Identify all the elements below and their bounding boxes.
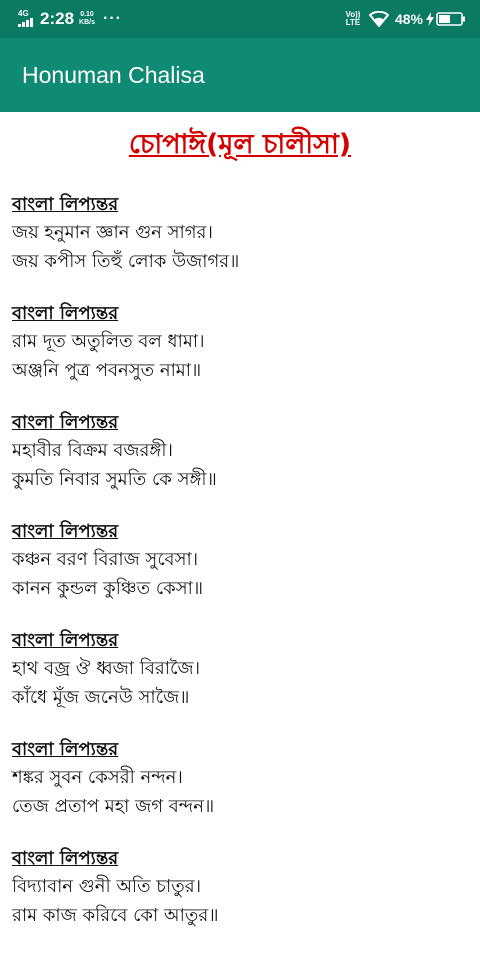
verse-block: [12, 628, 472, 712]
verse-line: কুমতি নিবার সুমতি কে সঙ্গী॥: [12, 469, 217, 490]
network-speed: [79, 11, 95, 27]
verse-block: [12, 737, 472, 821]
verse-label: বাংলা লিপ্যন্তর: [12, 303, 119, 324]
volte-indicator: Vo)) LTE: [345, 10, 361, 27]
wifi-icon: [369, 11, 389, 27]
verse-block: [12, 846, 472, 930]
more-notifications-icon: ···: [102, 10, 122, 27]
verse-line: মহাবীর বিক্রম বজরঙ্গী।: [12, 440, 173, 461]
verse-line: অঞ্জনি পুত্র পবনসুত নামা॥: [12, 360, 202, 381]
verse-line: কাঁধে মূঁজ জনেউ সাজৈ॥: [12, 687, 190, 708]
verse-line: জয় কপীস তিহুঁ লোক উজাগর॥: [12, 251, 240, 272]
status-right: [343, 11, 466, 27]
status-bar: [0, 0, 480, 38]
verse-block: [12, 192, 472, 276]
verse-line: রাম কাজ করিবে কো আতুর॥: [12, 905, 219, 926]
app-title: Honuman Chalisa: [22, 61, 205, 88]
verse-line: কঞ্চন বরণ বিরাজ সুবেসা।: [12, 549, 199, 570]
clock: 2:28: [40, 9, 75, 28]
network-type: 4G: [18, 8, 29, 18]
verse-line: শঙ্কর সুবন কেসরী নন্দন।: [12, 767, 183, 788]
verse-label: বাংলা লিপ্যন্তর: [12, 412, 119, 433]
verse-block: [12, 410, 472, 494]
verse-block: [12, 301, 472, 385]
verse-label: বাংলা লিপ্যন্তর: [12, 739, 119, 760]
battery-percent: 48%: [394, 11, 423, 27]
verse-block: [12, 519, 472, 603]
verse-label: বাংলা লিপ্যন্তর: [12, 848, 119, 869]
verse-line: জয় হনুমান জ্ঞান গুন সাগর।: [12, 222, 213, 243]
verse-label: বাংলা লিপ্যন্তর: [12, 630, 119, 651]
verse-line: কানন কুন্ডল কুঞ্চিত কেসা॥: [12, 578, 204, 599]
app-bar: [0, 38, 480, 112]
verse-line: বিদ্যাবান গুনী অতি চাতুর।: [12, 876, 202, 897]
status-left: [18, 9, 122, 29]
verse-label: বাংলা লিপ্যন্তর: [12, 194, 119, 215]
section-heading: চোপাঈ(মূল চালীসা): [128, 129, 352, 160]
verse-line: রাম দূত অতুলিত বল ধামা।: [12, 331, 205, 352]
verse-line: তেজ প্রতাপ মহা জগ বন্দন॥: [12, 796, 215, 817]
verse-label: বাংলা লিপ্যন্তর: [12, 521, 119, 542]
speed-value: 0.10: [80, 11, 94, 18]
signal-icon: [18, 18, 34, 27]
speed-unit: KB/s: [79, 19, 95, 26]
charging-icon: [426, 12, 434, 26]
verse-line: হাথ বজ্র ঔ ধ্বজা বিরাজৈ।: [12, 658, 201, 679]
network-indicator: [18, 10, 34, 29]
chalisa-content[interactable]: [0, 112, 480, 957]
battery-icon: [436, 12, 466, 26]
